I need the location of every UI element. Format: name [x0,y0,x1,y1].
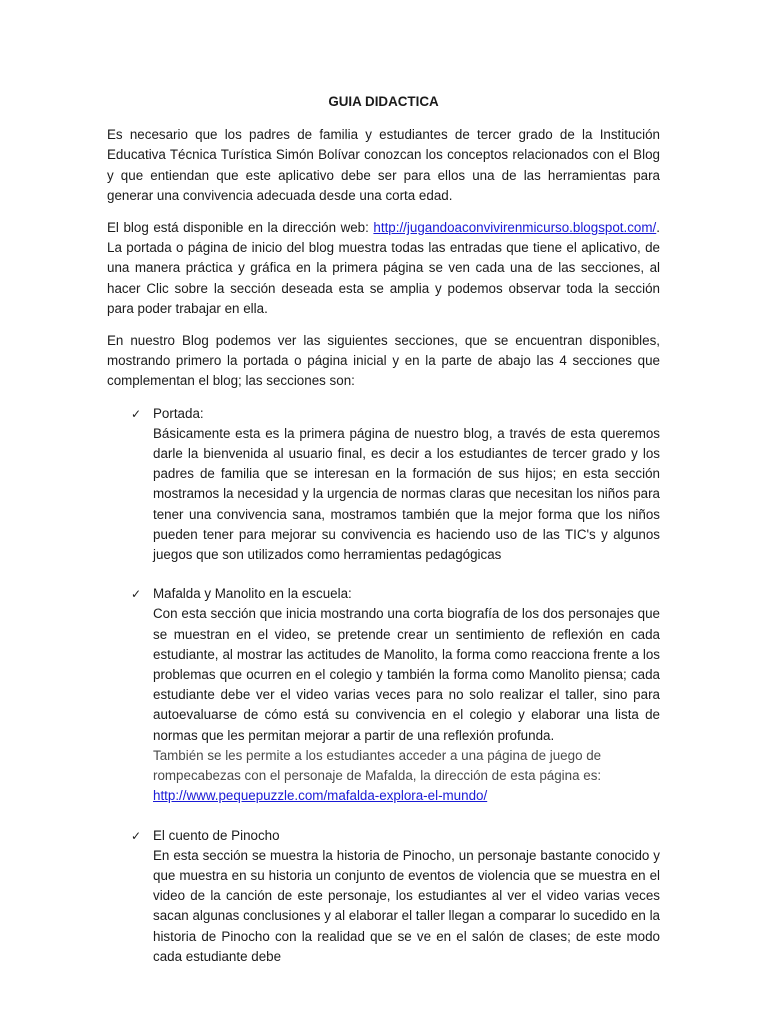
check-icon: ✓ [131,828,142,843]
sections-intro-paragraph: En nuestro Blog podemos ver las siguientes secciones, que se encuentran disponibles, mostrando primero la portada o página inicial y en la parte de abajo las 4 secciones que complementan el blog; las secciones son: [107,333,660,389]
section-body: Con esta sección que inicia mostrando una corta biografía de los dos personajes que se muestran en el video, se pretende crear un sentimiento de reflexión en cada estudiante, al mostrar las actitudes de Manolito, la forma como reacciona frente a los problemas que ocurren en el colegio y también la forma como Manolito piensa; cada estudiante debe ver el video varias veces para no solo realizar el taller, sino para autoevaluarse de cómo está su convivencia en el colegio y elaborar una lista de normas que les permitan mejorar a partir de una reflexión profunda. [153,606,660,743]
section-body: Básicamente esta es la primera página de nuestro blog, a través de esta queremos darle la bienvenida al usuario final, es decir a los estudiantes de tercer grado y los padres de familia que se interesan en la formación de sus hijos; en esta sección mostramos la necesidad y la urgencia de normas claras que necesitan los niños para tener una convivencia sana, mostramos también que la mejor forma que los niños pueden tener para mejorar su convivencia es haciendo uso de las TIC's y algunos juegos que son utilizados como herramientas pedagógicas [153,425,660,563]
section-item-pinocho [107,826,660,967]
section-title: Mafalda y Manolito en la escuela: [153,586,352,602]
blog-link[interactable]: http://jugandoaconvivirenmicurso.blogspot.com/ [373,220,657,236]
check-icon: ✓ [131,587,142,602]
document-content [107,92,660,986]
intro-paragraph: Es necesario que los padres de familia y estudiantes de tercer grado de la Institución Educativa Técnica Turística Simón Bolívar conozcan los conceptos relacionados con el Blog y que entiendan que este aplicativo debe ser para ellos una de las herramientas para generar una convivencia adecuada desde una corta edad. [107,127,660,203]
section-item-mafalda [107,584,660,806]
document-title: GUIA DIDACTICA [328,94,439,109]
section-extra-text: También se les permite a los estudiantes acceder a una página de juego de rompecabezas con el personaje de Mafalda, la dirección de esta página es: [153,747,602,784]
section-title: El cuento de Pinocho [153,827,280,843]
section-item-portada [107,404,660,566]
section-body: En esta sección se muestra la historia de Pinocho, un personaje bastante conocido y que muestra en su historia un conjunto de eventos de violencia que se muestra en el video de la canción de este personaje, los estudiantes al ver el video varias veces sacan algunas conclusiones y al elaborar el taller llegan a comparar lo sucedido en la historia de Pinocho con la realidad que se ve en el salón de clases; de este modo cada estudiante debe [153,847,660,964]
blog-text-after: . La portada o página de inicio del blog muestra todas las entradas que tiene el aplicativo, de una manera práctica y gráfica en la primera página se ven cada una de las secciones, al hacer Clic sobre la sección deseada esta se amplia y podemos observar toda la sección para poder trabajar en ella. [107,220,660,316]
puzzle-link[interactable]: http://www.pequepuzzle.com/mafalda-explora-el-mundo/ [153,788,488,804]
section-title: Portada: [153,405,204,421]
check-icon: ✓ [131,406,142,421]
blog-text-before: El blog está disponible en la dirección web: [107,220,374,236]
sections-list [107,404,660,967]
blog-paragraph [107,218,660,319]
